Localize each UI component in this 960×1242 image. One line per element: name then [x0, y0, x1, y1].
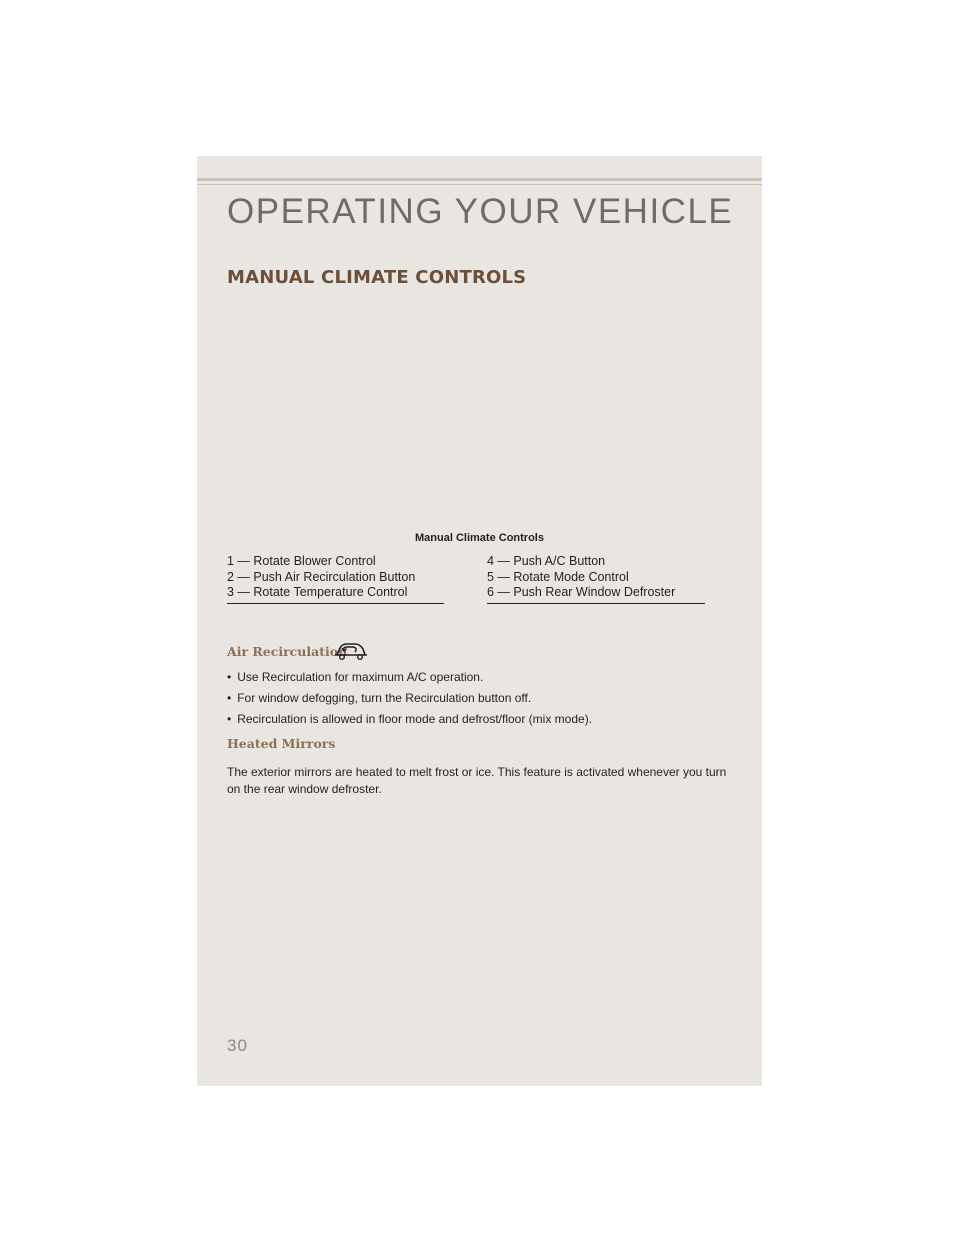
figure-legend-left	[227, 554, 444, 604]
figure-image-area	[227, 306, 732, 526]
page-number: 30	[227, 1036, 248, 1055]
figure-caption: Manual Climate Controls	[415, 532, 544, 544]
manual-page	[197, 156, 762, 1086]
legend-item: 1 — Rotate Blower Control	[227, 554, 376, 568]
legend-item: 5 — Rotate Mode Control	[487, 569, 629, 584]
bullet-item: • For window defogging, turn the Recirculation button off.	[227, 691, 592, 705]
figure-legend-right	[487, 554, 705, 604]
legend-item: 2 — Push Air Recirculation Button	[227, 569, 416, 584]
air-recirculation-bullets	[227, 670, 592, 733]
heated-mirrors-heading: Heated Mirrors	[227, 736, 336, 751]
legend-item: 3 — Rotate Temperature Control	[227, 585, 408, 599]
bullet-item: • Recirculation is allowed in floor mode and defrost/floor (mix mode).	[227, 712, 592, 726]
heated-mirrors-text: The exterior mirrors are heated to melt frost or ice. This feature is activated whenever you turn on the rear window defroster.	[227, 765, 727, 796]
recirculation-icon	[334, 640, 368, 662]
page-title: MANUAL CLIMATE CONTROLS	[227, 267, 527, 288]
section-header: OPERATING YOUR VEHICLE	[227, 192, 734, 231]
bullet-item: • Use Recirculation for maximum A/C operation.	[227, 670, 592, 684]
legend-item: 6 — Push Rear Window Defroster	[487, 585, 676, 599]
header-rule-thin	[197, 184, 762, 185]
legend-item: 4 — Push A/C Button	[487, 554, 606, 568]
air-recirculation-heading: Air Recirculation	[227, 644, 348, 659]
header-rule-thick	[197, 178, 762, 181]
